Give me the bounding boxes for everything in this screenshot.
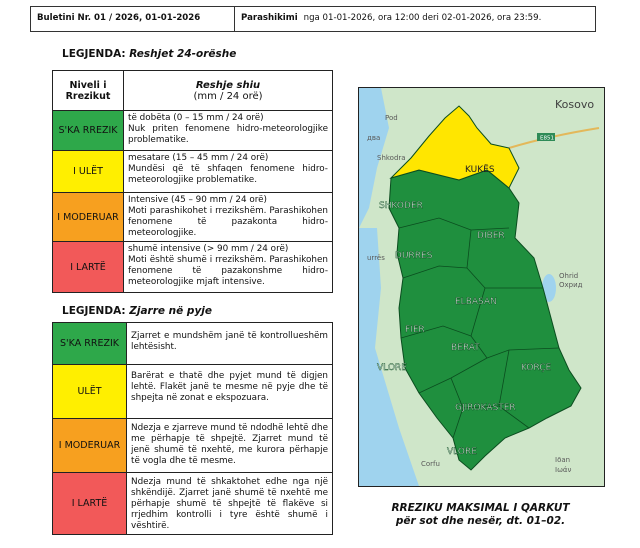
risk-map-frame — [358, 87, 605, 487]
col-level-header-l2: Rrezikut — [65, 90, 111, 102]
fire-legend-prefix: LEGJENDA: — [62, 305, 126, 317]
map-caption-l1: RREZIKU MAKSIMAL I QARKUT — [391, 502, 570, 514]
place-urres: urrës — [367, 254, 385, 262]
rain-desc-head: shumë intensive (> 90 mm / 24 orë) — [128, 244, 289, 254]
rain-legend-suffix: Reshjet 24-orëshe — [129, 48, 237, 60]
forecast-period — [235, 7, 595, 31]
fire-desc-cell: Ndezja mund të shkaktohet edhe nga një shkëndijë. Zjarret janë shumë të nxehtë me përhapje shumë të shpejtë të flakëve si rrjedhim kontrolli i tyre është shumë i vështirë. — [127, 473, 333, 535]
fire-level-cell: ULËT — [53, 365, 127, 419]
rain-desc-body: Moti është shumë i rrezikshëm. Parashikohen fenomene të pazakonshme hidro-meteorologjike mjaft intensive. — [128, 255, 328, 287]
fire-desc-cell: Barërat e thatë dhe pyjet mund të digjen lehtë. Flakët janë te mesme në pyje dhe të shpejta në zonat e ekspozuara. — [127, 365, 333, 419]
label-diber: DIBER — [477, 231, 505, 241]
place-ohrid-cyr: Охрид — [559, 281, 583, 289]
rain-desc-body: Nuk priten fenomene hidro-meteorologjike problematike. — [128, 124, 328, 145]
rain-level-cell: I ULËT — [53, 151, 124, 193]
fire-level-cell: I MODERUAR — [53, 419, 127, 473]
col-rain-header-l2: (mm / 24 orë) — [193, 90, 263, 102]
label-elbasan: ELBASAN — [455, 297, 497, 307]
label-fier: FIER — [405, 325, 425, 335]
place-ioan: Iōan — [555, 456, 571, 464]
rain-desc-head: të dobëta (0 – 15 mm / 24 orë) — [128, 113, 264, 123]
place-ioan-gr: Іωάν — [555, 466, 572, 474]
rain-legend-title — [62, 48, 236, 60]
col-level-header-l1: Niveli i — [69, 79, 107, 91]
forecast-label: Parashikimi — [241, 13, 298, 23]
fire-legend-suffix: Zjarre në pyje — [129, 305, 213, 317]
fire-level-cell: S'KA RREZIK — [53, 323, 127, 365]
col-rain-header-l1: Reshje shiu — [195, 79, 261, 91]
label-vlore-south: VLORE — [447, 447, 477, 457]
col-rain-header — [124, 71, 333, 111]
rain-desc-head: Intensive (45 – 90 mm / 24 orë) — [128, 195, 267, 205]
rain-legend-prefix: LEGJENDA: — [62, 48, 126, 60]
place-pod: Pod — [385, 114, 398, 122]
rain-desc-cell — [124, 151, 333, 193]
place-dva: два — [367, 134, 381, 142]
place-shkodra: Shkodra — [377, 154, 406, 162]
label-berat: BERAT — [451, 343, 480, 353]
rain-level-cell: S'KA RREZIK — [53, 111, 124, 151]
label-kukes: KUKËS — [465, 165, 495, 175]
bulletin-header — [30, 6, 596, 32]
fire-level-cell: I LARTË — [53, 473, 127, 535]
fire-legend-table — [52, 322, 333, 535]
rain-desc-body: Mundësi që të shfaqen fenomene hidro-meteorologjike problematike. — [128, 164, 328, 185]
rain-desc-body: Moti parashikohet i rrezikshëm. Parashikohen fenomene të pazakonta hidro-meteorologjike. — [128, 206, 328, 238]
label-shkoder: SHKODER — [379, 201, 423, 211]
label-durres: DURRES — [395, 251, 433, 261]
risk-map — [359, 88, 604, 486]
place-ohrid: Ohrid — [559, 272, 579, 280]
bulletin-number: Buletini Nr. 01 / 2026, 01-01-2026 — [31, 7, 235, 31]
place-corfu: Corfu — [421, 460, 440, 468]
fire-legend-title — [62, 305, 212, 317]
label-korce: KORÇE — [521, 363, 552, 373]
rain-level-cell: I MODERUAR — [53, 193, 124, 242]
fire-desc-cell: Ndezja e zjarreve mund të ndodhë lehtë dhe me përhapje të shpejtë. Zjarret mund të jenë shumë të nxehtë, me kurora përhapje të vogla dhe të mesme. — [127, 419, 333, 473]
map-caption-l2: për sot dhe nesër, dt. 01–02. — [395, 515, 566, 527]
forecast-value: nga 01-01-2026, ora 12:00 deri 02-01-2026, ora 23:59. — [303, 13, 542, 23]
label-vlore: VLORE — [377, 363, 407, 373]
map-caption — [358, 502, 603, 528]
rain-legend-table — [52, 70, 333, 293]
label-gjirokaster: GJIROKASTER — [455, 403, 516, 413]
rain-desc-cell — [124, 111, 333, 151]
rain-desc-head: mesatare (15 – 45 mm / 24 orë) — [128, 153, 269, 163]
road-label: E851 — [540, 135, 554, 142]
col-level-header — [53, 71, 124, 111]
fire-desc-cell: Zjarret e mundshëm janë të kontrollueshëm lehtësisht. — [127, 323, 333, 365]
place-kosovo: Kosovo — [555, 98, 595, 111]
rain-level-cell: I LARTË — [53, 242, 124, 293]
rain-desc-cell — [124, 242, 333, 293]
rain-desc-cell — [124, 193, 333, 242]
